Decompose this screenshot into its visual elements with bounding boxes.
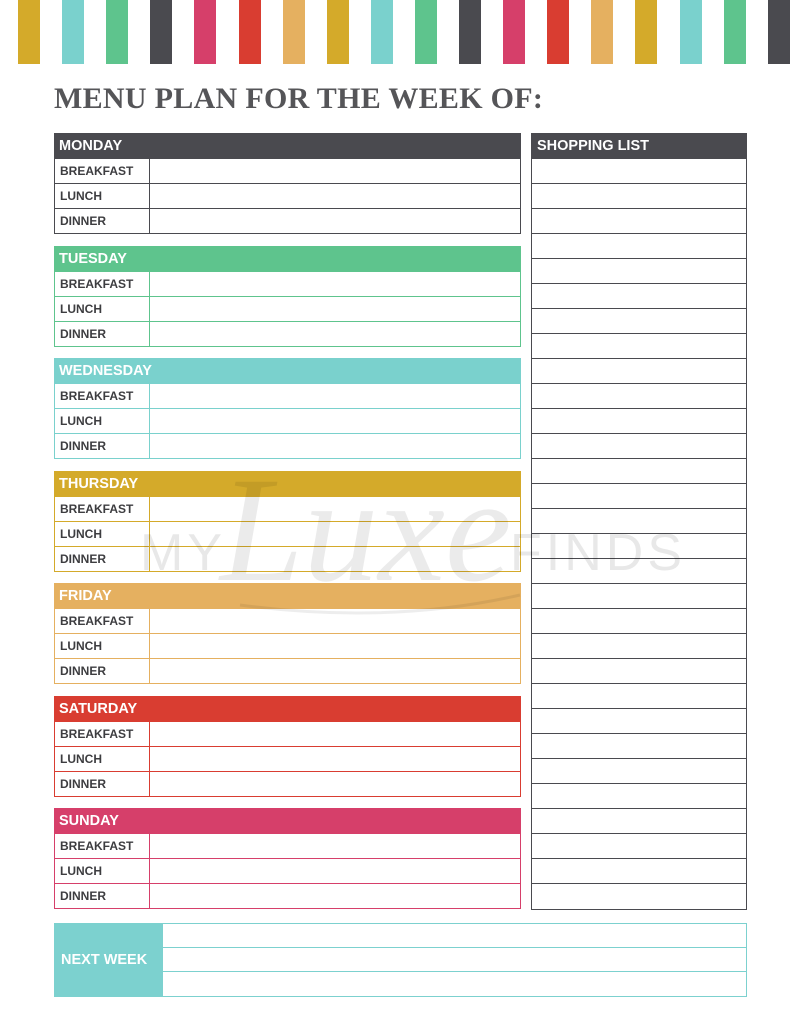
meal-row (54, 547, 521, 572)
shopping-list-line[interactable] (532, 884, 746, 909)
stripe (680, 0, 702, 64)
stripe (106, 0, 128, 64)
meal-entry-field[interactable] (151, 859, 520, 883)
stripe (194, 0, 216, 64)
meal-label: BREAKFAST (55, 497, 150, 521)
next-week-line[interactable] (163, 948, 746, 972)
shopping-list-line[interactable] (532, 584, 746, 609)
shopping-list-line[interactable] (532, 784, 746, 809)
stripe (150, 0, 172, 64)
meal-label: BREAKFAST (55, 609, 150, 633)
stripe (768, 0, 790, 64)
day-block-tuesday (54, 246, 521, 346)
meal-label: DINNER (55, 884, 150, 908)
shopping-list-line[interactable] (532, 384, 746, 409)
meal-row (54, 297, 521, 322)
stripe (547, 0, 569, 64)
meal-row (54, 209, 521, 234)
top-stripe-border (0, 0, 794, 64)
stripe (327, 0, 349, 64)
meal-entry-field[interactable] (151, 547, 520, 571)
shopping-list-line[interactable] (532, 284, 746, 309)
meal-row (54, 159, 521, 184)
meal-row (54, 434, 521, 459)
meal-row (54, 634, 521, 659)
stripe (724, 0, 746, 64)
meal-label: DINNER (55, 209, 150, 233)
next-week-line[interactable] (163, 924, 746, 948)
day-header: SATURDAY (54, 696, 521, 722)
meal-row (54, 659, 521, 684)
meal-label: DINNER (55, 322, 150, 346)
shopping-list-line[interactable] (532, 534, 746, 559)
page-title: MENU PLAN FOR THE WEEK OF: (54, 82, 544, 115)
meal-entry-field[interactable] (151, 747, 520, 771)
shopping-list-line[interactable] (532, 659, 746, 684)
shopping-list-line[interactable] (532, 484, 746, 509)
meal-entry-field[interactable] (151, 297, 520, 321)
meal-label: BREAKFAST (55, 834, 150, 858)
meal-entry-field[interactable] (151, 659, 520, 683)
day-block-wednesday (54, 358, 521, 458)
day-block-friday (54, 583, 521, 683)
meal-entry-field[interactable] (151, 634, 520, 658)
day-block-sunday (54, 808, 521, 908)
svg-text:Luxe: Luxe (220, 447, 512, 613)
meal-entry-field[interactable] (151, 209, 520, 233)
shopping-list-line[interactable] (532, 434, 746, 459)
day-block-monday (54, 133, 521, 233)
meal-label: BREAKFAST (55, 722, 150, 746)
meal-label: DINNER (55, 772, 150, 796)
meal-entry-field[interactable] (151, 159, 520, 183)
meal-entry-field[interactable] (151, 722, 520, 746)
meal-label: LUNCH (55, 634, 150, 658)
day-header: THURSDAY (54, 471, 521, 497)
next-week-section (54, 923, 747, 997)
stripe (635, 0, 657, 64)
meal-row (54, 609, 521, 634)
day-block-thursday (54, 471, 521, 571)
shopping-list-line[interactable] (532, 734, 746, 759)
meal-row (54, 859, 521, 884)
shopping-list-line[interactable] (532, 609, 746, 634)
svg-text:FINDS: FINDS (510, 524, 686, 582)
meal-label: LUNCH (55, 522, 150, 546)
day-header: TUESDAY (54, 246, 521, 272)
meal-label: LUNCH (55, 747, 150, 771)
stripe (371, 0, 393, 64)
shopping-list-line[interactable] (532, 359, 746, 384)
shopping-list-line[interactable] (532, 859, 746, 884)
meal-row (54, 184, 521, 209)
meal-row (54, 497, 521, 522)
shopping-list-line[interactable] (532, 159, 746, 184)
meal-entry-field[interactable] (151, 184, 520, 208)
shopping-list-line[interactable] (532, 559, 746, 584)
meal-entry-field[interactable] (151, 772, 520, 796)
stripe (18, 0, 40, 64)
shopping-list-line[interactable] (532, 234, 746, 259)
shopping-list-line[interactable] (532, 209, 746, 234)
shopping-list-line[interactable] (532, 759, 746, 784)
day-header: WEDNESDAY (54, 358, 521, 384)
day-header: MONDAY (54, 133, 521, 159)
day-header: SUNDAY (54, 808, 521, 834)
shopping-list-line[interactable] (532, 459, 746, 484)
meal-entry-field[interactable] (151, 834, 520, 858)
meal-entry-field[interactable] (151, 609, 520, 633)
shopping-list-line[interactable] (532, 309, 746, 334)
meal-entry-field[interactable] (151, 522, 520, 546)
shopping-list-lines (531, 159, 747, 910)
shopping-list-line[interactable] (532, 634, 746, 659)
stripe (591, 0, 613, 64)
meal-row (54, 772, 521, 797)
shopping-list (531, 133, 747, 910)
stripe (283, 0, 305, 64)
next-week-line[interactable] (163, 972, 746, 996)
meal-row (54, 384, 521, 409)
meal-row (54, 409, 521, 434)
stripe (239, 0, 261, 64)
stripe (503, 0, 525, 64)
meal-label: BREAKFAST (55, 384, 150, 408)
meal-entry-field[interactable] (151, 434, 520, 458)
meal-row (54, 322, 521, 347)
shopping-list-line[interactable] (532, 184, 746, 209)
meal-label: DINNER (55, 659, 150, 683)
meal-label: LUNCH (55, 859, 150, 883)
svg-text:MY: MY (140, 524, 226, 582)
shopping-list-line[interactable] (532, 409, 746, 434)
stripe (62, 0, 84, 64)
meal-row (54, 884, 521, 909)
meal-row (54, 272, 521, 297)
meal-row (54, 834, 521, 859)
stripe (459, 0, 481, 64)
meal-label: BREAKFAST (55, 272, 150, 296)
day-block-saturday (54, 696, 521, 796)
shopping-list-line[interactable] (532, 334, 746, 359)
meal-label: LUNCH (55, 184, 150, 208)
day-header: FRIDAY (54, 583, 521, 609)
shopping-list-line[interactable] (532, 834, 746, 859)
meal-label: DINNER (55, 547, 150, 571)
shopping-list-line[interactable] (532, 509, 746, 534)
meal-label: LUNCH (55, 409, 150, 433)
meal-row (54, 747, 521, 772)
meal-label: LUNCH (55, 297, 150, 321)
shopping-list-line[interactable] (532, 809, 746, 834)
meal-row (54, 722, 521, 747)
shopping-list-line[interactable] (532, 684, 746, 709)
shopping-list-line[interactable] (532, 259, 746, 284)
meal-entry-field[interactable] (151, 409, 520, 433)
meal-entry-field[interactable] (151, 272, 520, 296)
meal-label: BREAKFAST (55, 159, 150, 183)
next-week-label: NEXT WEEK (55, 924, 163, 996)
meal-entry-field[interactable] (151, 497, 520, 521)
meal-entry-field[interactable] (151, 884, 520, 908)
meal-label: DINNER (55, 434, 150, 458)
stripe (415, 0, 437, 64)
meal-row (54, 522, 521, 547)
shopping-list-header: SHOPPING LIST (531, 133, 747, 159)
meal-entry-field[interactable] (151, 384, 520, 408)
meal-entry-field[interactable] (151, 322, 520, 346)
shopping-list-line[interactable] (532, 709, 746, 734)
